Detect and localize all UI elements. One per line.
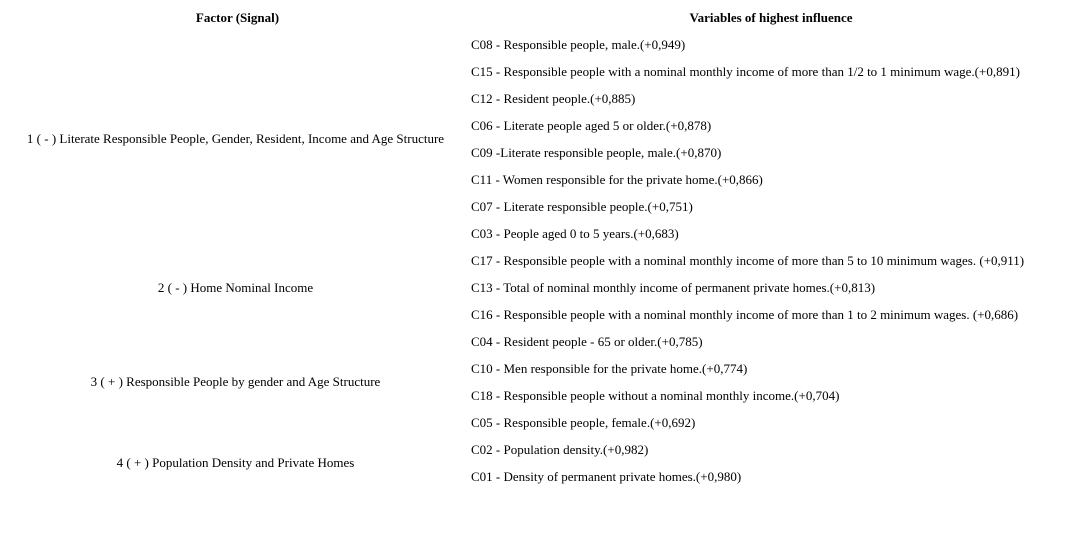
variable-cell: C08 - Responsible people, male.(+0,949) — [471, 36, 686, 52]
variable-cell: C09 -Literate responsible people, male.(+0,870) — [471, 144, 722, 160]
table-row — [4, 247, 1071, 274]
variable-cell: C18 - Responsible people without a nominal monthly income.(+0,704) — [471, 387, 840, 403]
variable-cell: C12 - Resident people.(+0,885) — [471, 90, 636, 106]
factor-header: Factor (Signal) — [195, 9, 280, 25]
variable-cell: C17 - Responsible people with a nominal monthly income of more than 5 to 10 minimum wages. (+0,911) — [471, 252, 1025, 268]
factor-2-label: 2 ( - ) Home Nominal Income — [157, 279, 314, 295]
variable-cell: C13 - Total of nominal monthly income of permanent private homes.(+0,813) — [471, 279, 876, 295]
header-row — [4, 4, 1071, 31]
variable-cell: C03 - People aged 0 to 5 years.(+0,683) — [471, 225, 679, 241]
variable-cell: C16 - Responsible people with a nominal monthly income of more than 1 to 2 minimum wages. (+0,686) — [471, 306, 1019, 322]
variable-cell: C02 - Population density.(+0,982) — [471, 441, 649, 457]
table-row — [4, 436, 1071, 463]
variable-cell: C11 - Women responsible for the private home.(+0,866) — [471, 171, 763, 187]
factor-1-label: 1 ( - ) Literate Responsible People, Gender, Resident, Income and Age Structure — [26, 131, 445, 146]
variable-cell: C04 - Resident people - 65 or older.(+0,785) — [471, 333, 703, 349]
table-row — [4, 31, 1071, 58]
variable-cell: C05 - Responsible people, female.(+0,692) — [471, 414, 696, 430]
factor-4-label: 4 ( + ) Population Density and Private Homes — [116, 455, 355, 470]
variable-cell: C01 - Density of permanent private homes.(+0,980) — [471, 468, 742, 484]
variables-header: Variables of highest influence — [689, 9, 853, 25]
table-row — [4, 328, 1071, 355]
variable-cell: C10 - Men responsible for the private home.(+0,774) — [471, 360, 748, 376]
factor-table — [4, 4, 1071, 490]
factor-3-label: 3 ( + ) Responsible People by gender and Age Structure — [90, 374, 381, 389]
variable-cell: C06 - Literate people aged 5 or older.(+0,878) — [471, 117, 712, 133]
variable-cell: C07 - Literate responsible people.(+0,751) — [471, 198, 693, 214]
variable-cell: C15 - Responsible people with a nominal monthly income of more than 1/2 to 1 minimum wage.(+0,891) — [471, 63, 1020, 79]
